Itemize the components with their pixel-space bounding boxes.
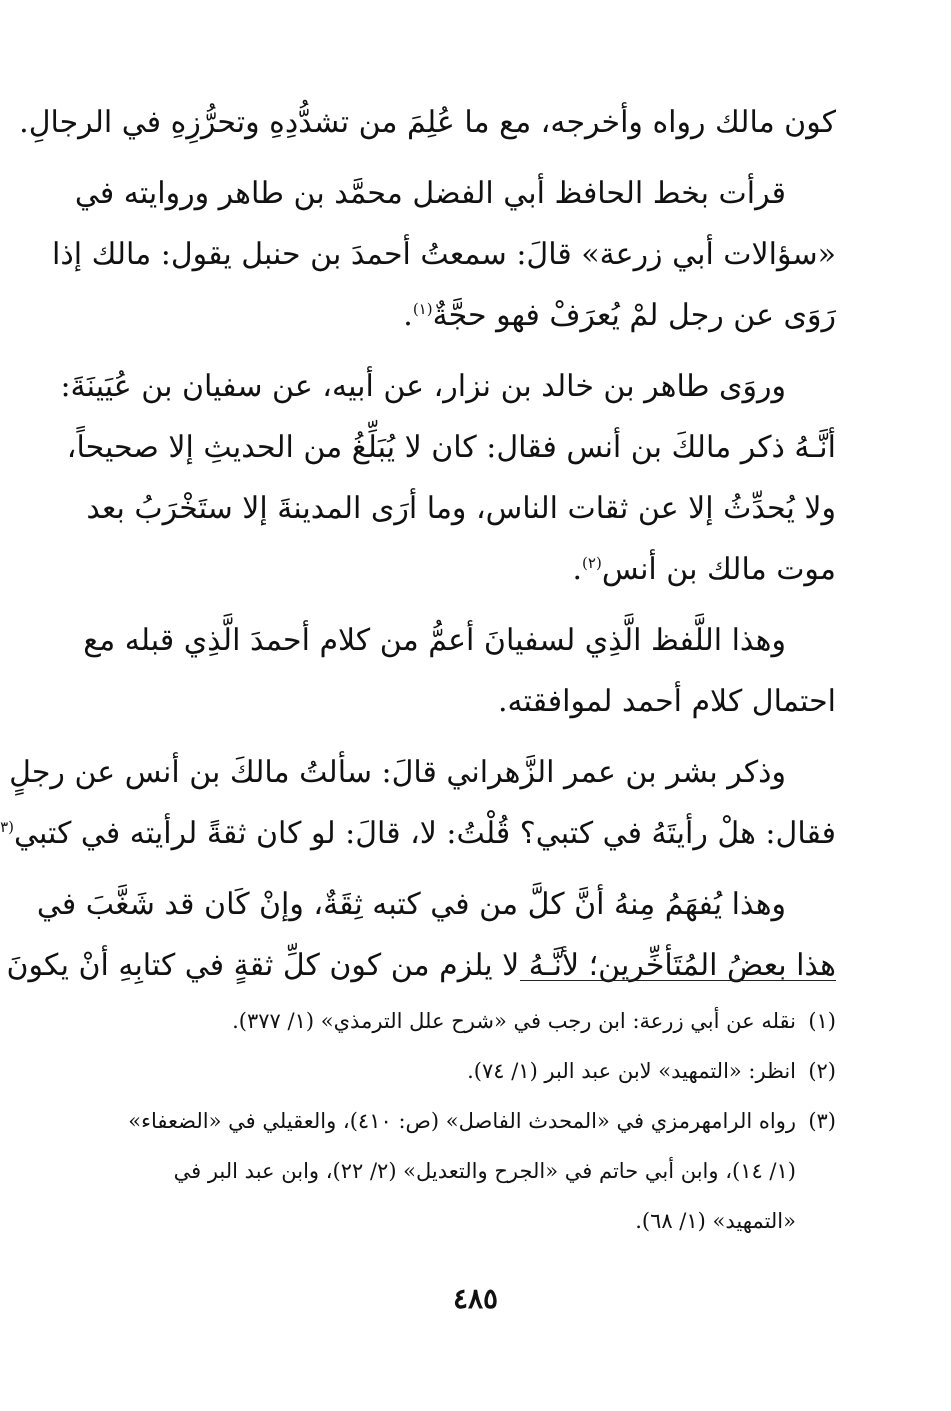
footnote-line: «التمهيد» (١/ ٦٨). [635, 1209, 796, 1233]
paragraph-line: وهذا اللَّفظ الَّذِي لسفيانَ أعمُّ من كلام أحمدَ الَّذِي قبله مع [83, 623, 786, 658]
sentence-end: . [403, 298, 413, 333]
paragraph-line: احتمال كلام أحمد لموافقته. [497, 684, 836, 719]
paragraph-1 [19, 92, 836, 153]
footnote-3 [108, 1096, 836, 1246]
paragraph-line-with-footnote [0, 803, 836, 864]
paragraph-5 [0, 742, 836, 864]
footnotes [108, 996, 836, 1246]
page-number: ٤٨٥ [452, 1282, 499, 1315]
paragraph-6 [6, 874, 836, 996]
paragraph-line: كون مالك رواه وأخرجه، مع ما عُلِمَ من تشدُّدِهِ وتحرُّزِهِ في الرجالِ. [19, 105, 836, 140]
paragraph-line-text: موت مالك بن أنس [601, 552, 836, 587]
paragraph-line: أنَّـهُ ذكر مالكَ بن أنس فقال: كان لا يُبَلِّغُ من الحديثِ إلا صحيحاً، [66, 430, 836, 465]
footnote-line: رواه الرامهرمزي في «المحدث الفاصل» (ص: ٤١٠)، والعقيلي في «الضعفاء» [128, 1109, 796, 1133]
paragraph-line: وروَى طاهر بن خالد بن نزار، عن أبيه، عن سفيان بن عُيَينَةَ: [60, 369, 786, 404]
footnote-separator [520, 980, 836, 981]
footnote-line: انظر: «التمهيد» لابن عبد البر (١/ ٧٤). [467, 1059, 796, 1083]
footnote-text [108, 996, 796, 1046]
paragraph-line: قرأت بخط الحافظ أبي الفضل محمَّد بن طاهر وروايته في [74, 176, 786, 211]
main-text [0, 92, 836, 1006]
paragraph-line-text: رَوَى عن رجل لمْ يُعرَفْ فهو حجَّةٌ [432, 298, 836, 333]
footnote-line: (١/ ١٤)، وابن أبي حاتم في «الجرح والتعديل» (٢/ ٢٢)، وابن عبد البر في [173, 1159, 796, 1183]
paragraph-line: وهذا يُفهَمُ مِنهُ أنَّ كلَّ من في كتبه ثِقَةٌ، وإنْ كَان قد شَغَّبَ في [36, 887, 786, 922]
paragraph-line-text: فقال: هلْ رأيتَهُ في كتبي؟ قُلْتُ: لا، قالَ: لو كان ثقةً لرأيته في كتبي [13, 816, 836, 851]
paragraph-line-with-footnote [108, 285, 836, 346]
paragraph-line: ولا يُحدِّثُ إلا عن ثقات الناس، وما أرَى المدينةَ إلا ستَخْرَبُ بعد [86, 491, 836, 526]
paragraph-line: وذكر بشر بن عمر الزَّهراني قالَ: سألتُ مالكَ بن أنس عن رجلٍ [9, 755, 786, 790]
footnote-ref-3[interactable]: (٣ [0, 818, 14, 836]
footnote-ref-1[interactable]: (١) [412, 300, 433, 318]
paragraph-3 [60, 356, 836, 600]
footnote-text [108, 1096, 796, 1246]
footnote-number: (٢) [808, 1059, 836, 1083]
paragraph-2 [52, 163, 836, 346]
sentence-end: . [572, 552, 583, 587]
footnote-2 [108, 1046, 836, 1096]
footnote-number: (١) [808, 1009, 836, 1033]
paragraph-line-with-footnote [108, 539, 836, 600]
footnote-text [108, 1046, 796, 1096]
footnote-1 [108, 996, 836, 1046]
footnote-number: (٣) [808, 1109, 836, 1133]
paragraph-line: «سؤالات أبي زرعة» قالَ: سمعتُ أحمدَ بن حنبل يقول: مالك إذا [52, 237, 836, 272]
footnote-line: نقله عن أبي زرعة: ابن رجب في «شرح علل الترمذي» (١/ ٣٧٧). [232, 1009, 796, 1033]
paragraph-4 [83, 610, 836, 732]
paragraph-line: هذا بعضُ المُتَأخِّرين؛ لأنَّـهُ لا يلزم من كون كلِّ ثقةٍ في كتابِهِ أنْ يكونَ [6, 948, 836, 983]
footnote-ref-2[interactable]: (٢) [582, 554, 602, 572]
